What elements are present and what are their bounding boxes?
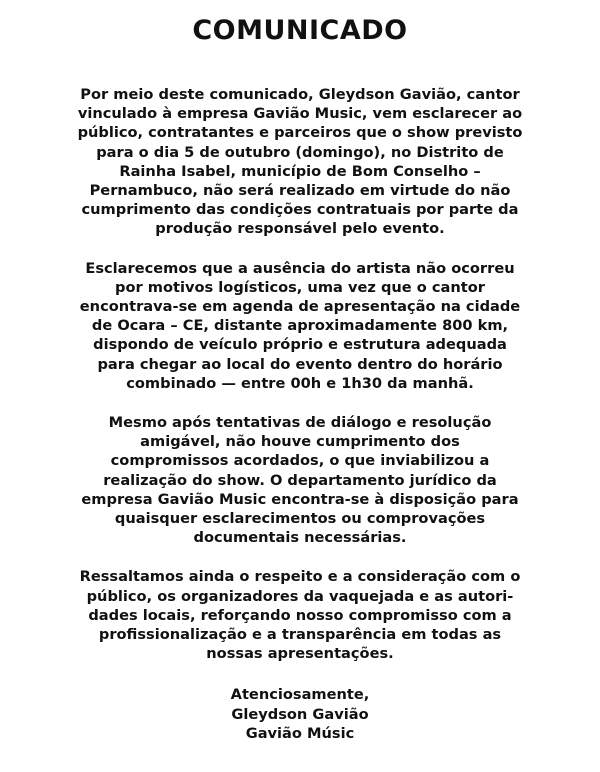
text-line: encontrava-se em agenda de apresentação na cidade [79,298,521,316]
text-line: combinado — entre 00h e 1h30 da manhã. [126,374,474,392]
text-line: Pernambuco, não será realizado em virtude do não [89,182,511,200]
text-line: amigável, não houve cumprimento dos [140,433,460,451]
signature-name: Gleydson Gavião [231,705,369,723]
text-line: de Ocara – CE, distante aproximadamente 800 km, [91,317,509,335]
text-line: dades locais, reforçando nosso compromisso com a [88,606,512,624]
text-line: compromissos acordados, o que inviabilizou a [110,452,490,470]
text-line: Esclarecemos que a ausência do artista não ocorreu [85,259,515,277]
text-line: público, os organizadores da vaquejada e as autori- [86,587,514,605]
paragraph-legal [10,413,590,547]
text-line: realização do show. O departamento jurídico da [103,471,497,489]
text-line: profissionalização e a transparência em todas as [98,626,502,644]
text-line: empresa Gavião Music encontra-se à disposição para [81,490,519,508]
text-line: público, contratantes e parceiros que o show previsto [77,124,523,142]
paragraph-spacer [0,547,600,567]
text-line: vinculado à empresa Gavião Music, vem esclarecer ao [77,105,523,123]
paragraph-spacer [0,393,600,413]
signature-spacer [0,663,600,685]
document-title: COMUNICADO [192,15,408,46]
text-line: para o dia 5 de outubro (domingo), no Distrito de [96,143,504,161]
text-line: para chegar ao local do evento dentro do horário [97,355,503,373]
text-line: por motivos logísticos, uma vez que o cantor [115,278,485,296]
signature-company: Gavião Músic [245,724,355,742]
text-line: quaisquer esclarecimentos ou comprovações [114,510,486,528]
signature-block [10,685,590,743]
text-line: nossas apresentações. [206,645,394,663]
text-line: Ressaltamos ainda o respeito e a consideração com o [79,568,521,586]
paragraph-respect [10,567,590,663]
paragraph-cancellation [10,85,590,239]
text-line: produção responsável pelo evento. [155,220,445,238]
signature-closing: Atenciosamente, [230,686,370,704]
paragraph-clarification [10,259,590,393]
text-line: documentais necessárias. [193,529,407,547]
text-line: cumprimento das condições contratuais por parte da [81,201,519,219]
text-line: Por meio deste comunicado, Gleydson Gavião, cantor [80,86,520,103]
text-line: Mesmo após tentativas de diálogo e resolução [108,414,492,432]
paragraph-spacer [0,239,600,259]
text-line: dispondo de veículo próprio e estrutura adequada [93,336,507,354]
text-line: Rainha Isabel, município de Bom Conselho – [119,162,481,180]
